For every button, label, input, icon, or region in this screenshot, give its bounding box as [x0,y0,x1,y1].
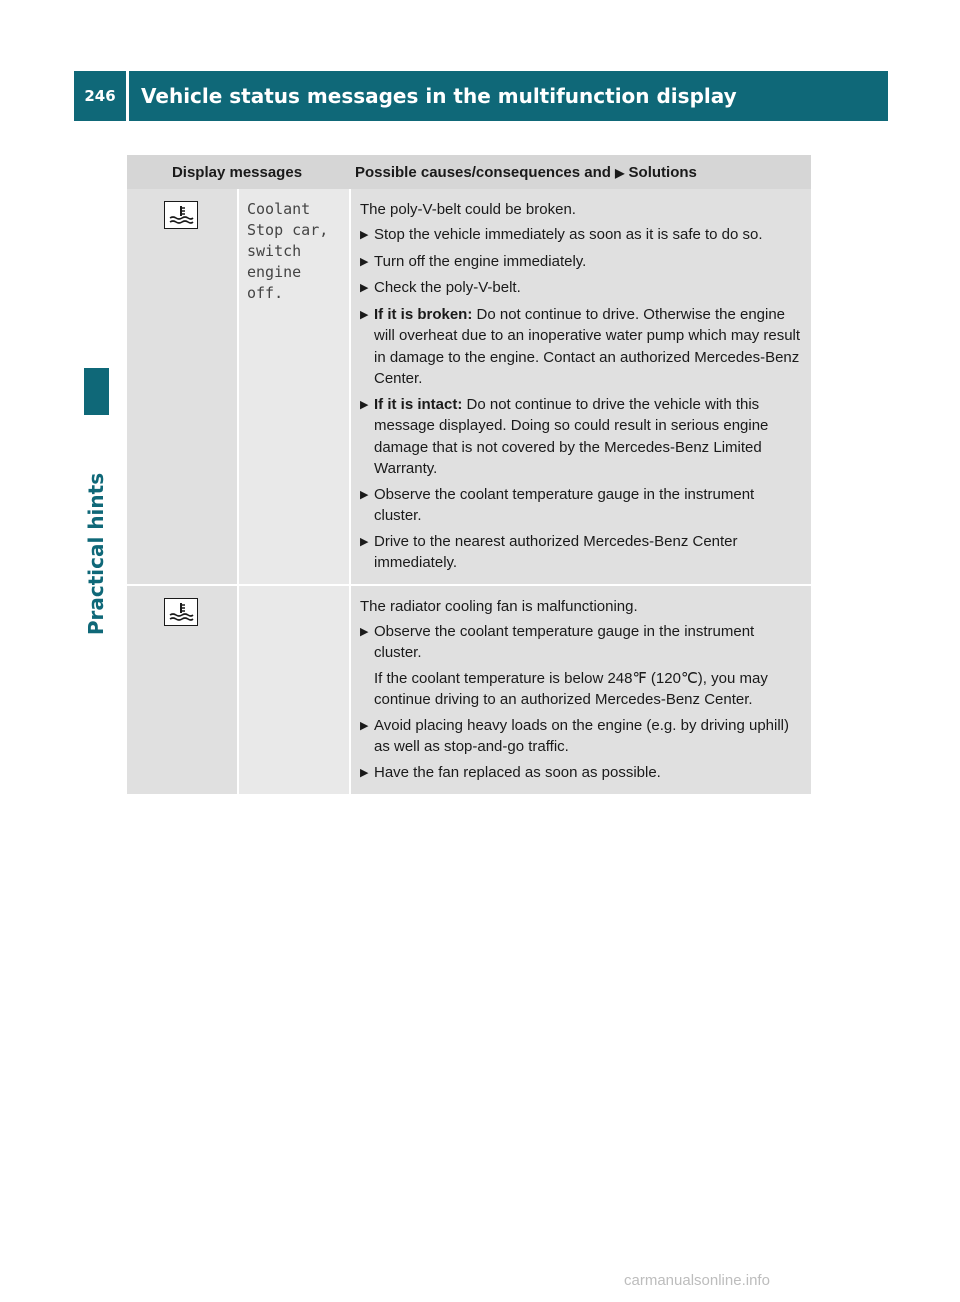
display-message: Coolant Stop car, switch engine off. [247,200,329,302]
arrow-right-icon: ▶ [360,488,369,501]
arrow-right-icon: ▶ [360,229,369,241]
table-row [127,189,811,584]
table-header [127,155,811,189]
icon-cell [127,189,237,584]
side-tab-label-wrap [84,472,109,636]
side-tab-label: Practical hints [84,472,108,636]
list-item: ▶ If it is broken: Do not continue to drive. Otherwise the engine will overheat due to an inoperative water pump which may result in damage to the engine. Contact an authorized Mercedes-Benz Center. [360,304,805,390]
page-title: Vehicle status messages in the multifunction display [129,71,888,121]
list-item: ▶ Drive to the nearest authorized Mercedes-Benz Center immediately. [360,531,805,574]
sub-note: If the coolant temperature is below 248℉ (120℃), you may continue driving to an authorized Mercedes-Benz Center. [374,669,768,708]
list-item: ▶ Avoid placing heavy loads on the engine (e.g. by driving uphill) as well as stop-and-go traffic. [360,715,805,758]
column-header-causes [347,164,811,181]
message-cell [239,586,349,795]
list-item: ▶ Observe the coolant temperature gauge in the instrument cluster. [360,484,805,527]
column-header-display: Display messages [171,163,303,181]
column-header-causes-text: Possible causes/consequences and [355,163,611,181]
status-message-table [127,155,811,794]
list-item: ▶ Turn off the engine immediately. [360,251,805,274]
list-item: ▶ If it is intact: Do not continue to drive the vehicle with this message displayed. Doing so could result in serious engine damage that is not covered by the Mercedes-Benz Limited Warranty. [360,394,805,480]
cause-intro: The poly-V-belt could be broken. [360,201,576,218]
list-item: ▶ Check the poly-V-belt. [360,277,805,300]
message-cell [239,189,349,584]
coolant-temperature-icon [164,598,198,626]
causes-cell [351,586,811,795]
arrow-right-icon: ▶ [360,308,369,321]
arrow-right-icon: ▶ [360,625,369,638]
arrow-right-icon: ▶ [360,282,369,294]
arrow-right-icon: ▶ [360,766,369,779]
coolant-temperature-icon [164,201,198,229]
column-header-solutions-text: Solutions [628,163,697,181]
side-tab-marker [84,368,109,415]
arrow-right-icon: ▶ [360,398,369,411]
cause-intro: The radiator cooling fan is malfunctioning. [360,597,638,615]
arrow-right-icon: ▶ [360,719,369,732]
table-row [127,586,811,795]
page-number: 246 [74,71,126,121]
arrow-right-icon: ▶ [360,255,369,268]
icon-cell [127,586,237,795]
list-item: ▶ Stop the vehicle immediately as soon as it is safe to do so. [360,224,805,247]
arrow-right-icon: ▶ [360,535,369,548]
list-item: ▶ Have the fan replaced as soon as possible. [360,762,805,785]
watermark: carmanualsonline.info [624,1272,770,1289]
causes-cell [351,189,811,584]
arrow-right-icon: ▶ [615,165,625,180]
list-item: ▶ Observe the coolant temperature gauge in the instrument cluster. [360,621,805,664]
